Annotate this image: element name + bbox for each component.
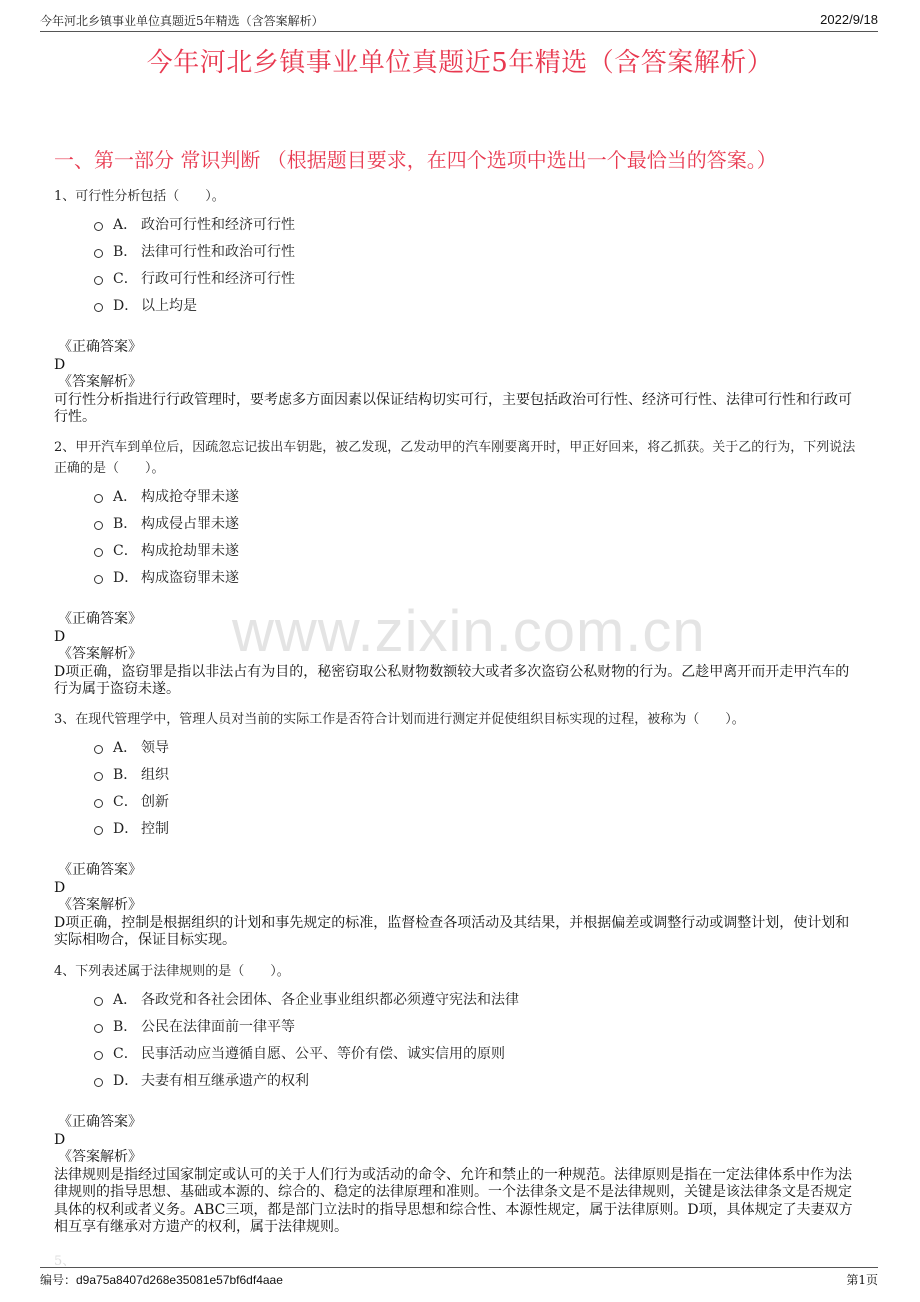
option-text: 各政党和各社会团体、各企业事业组织都必须遵守宪法和法律 [141,991,519,1008]
option-c[interactable] [54,787,862,814]
radio-icon[interactable] [94,1078,103,1087]
option-letter: B． [113,243,138,260]
header-divider [40,31,878,32]
answer-value: D [54,356,66,373]
option-text: 夫妻有相互继承遗产的权利 [141,1072,309,1089]
option-text: 构成盗窃罪未遂 [141,569,239,586]
analysis-text: 法律规则是指经过国家制定或认可的关于人们行为或活动的命令、允许和禁止的一种规范。法律原则是指在一定法律体系中作为法律规则的指导思想、基础或本源的、综合的、稳定的法律原理和准则。一个法律条文是不是法律规则，关键是该法律条文是否规定具体的权利或者义务。ABC三项，都是部门立法时的指导思想和综合性、本源性规定，属于法律原则。D项，具体规定了夫妻双方相互享有继承对方遗产的权利，属于法律规则。 [54,1166,853,1235]
answer-label: 《正确答案》 [58,339,142,355]
option-c[interactable] [54,1039,862,1066]
analysis-label: 《答案解析》 [58,897,142,913]
option-letter: A． [113,991,138,1008]
header-date: 2022/9/18 [820,12,878,27]
question-1 [54,186,862,427]
option-text: 政治可行性和经济可行性 [141,216,295,233]
option-letter: C． [113,270,138,287]
footer-doc-id: 编号：d9a75a8407d268e35081e57bf6df4aae [40,1273,283,1287]
option-letter: A． [113,488,138,505]
option-text: 法律可行性和政治可行性 [141,243,295,260]
radio-icon[interactable] [94,575,103,584]
option-b[interactable] [54,509,862,536]
header-doc-title: 今年河北乡镇事业单位真题近5年精选（含答案解析） [40,14,324,28]
radio-icon[interactable] [94,222,103,231]
analysis-text: 可行性分析指进行行政管理时，要考虑多方面因素以保证结构切实可行，主要包括政治可行性、经济可行性、法律可行性和行政可行性。 [54,391,852,425]
radio-icon[interactable] [94,1051,103,1060]
analysis-label: 《答案解析》 [58,1149,142,1165]
option-letter: C． [113,1045,138,1062]
option-text: 行政可行性和经济可行性 [141,270,295,287]
option-letter: C． [113,542,138,559]
question-stem: 2、甲开汽车到单位后，因疏忽忘记拔出车钥匙，被乙发现，乙发动甲的汽车刚要离开时，甲正好回来，将乙抓获。关于乙的行为，下列说法正确的是（ ）。 [54,440,856,476]
footer-divider [40,1267,878,1268]
option-a[interactable] [54,733,862,760]
analysis-label: 《答案解析》 [58,646,142,662]
option-text: 民事活动应当遵循自愿、公平、等价有偿、诚实信用的原则 [141,1045,505,1062]
radio-icon[interactable] [94,303,103,312]
option-letter: A． [113,216,138,233]
option-letter: B． [113,515,138,532]
analysis-label: 《答案解析》 [58,374,142,390]
radio-icon[interactable] [94,548,103,557]
page-title: 今年河北乡镇事业单位真题近5年精选（含答案解析） [146,48,774,78]
radio-icon[interactable] [94,772,103,781]
option-text: 组织 [141,766,169,783]
answer-label: 《正确答案》 [58,611,142,627]
option-letter: B． [113,766,138,783]
radio-icon[interactable] [94,826,103,835]
footer-page-number: 第1页 [846,1273,878,1287]
analysis-text: D项正确，盗窃罪是指以非法占有为目的，秘密窃取公私财物数额较大或者多次盗窃公私财物的行为。乙趁甲离开而开走甲汽车的行为属于盗窃未遂。 [54,663,850,697]
option-b[interactable] [54,237,862,264]
question-stem: 3、在现代管理学中，管理人员对当前的实际工作是否符合计划而进行测定并促使组织目标实现的过程，被称为（ ）。 [54,712,745,727]
option-text: 构成侵占罪未遂 [141,515,239,532]
truncated-next-question: 5、 [54,1254,76,1269]
option-text: 控制 [141,820,169,837]
radio-icon[interactable] [94,276,103,285]
option-c[interactable] [54,536,862,563]
section-heading: 一、第一部分 常识判断 （根据题目要求，在四个选项中选出一个最恰当的答案。） [54,148,777,172]
question-3 [54,709,862,950]
radio-icon[interactable] [94,494,103,503]
option-text: 领导 [141,739,169,756]
option-a[interactable] [54,482,862,509]
answer-label: 《正确答案》 [58,1114,142,1130]
option-b[interactable] [54,760,862,787]
radio-icon[interactable] [94,249,103,258]
radio-icon[interactable] [94,521,103,530]
option-b[interactable] [54,1012,862,1039]
option-letter: C． [113,793,138,810]
option-d[interactable] [54,814,862,841]
option-d[interactable] [54,1066,862,1093]
analysis-text: D项正确，控制是根据组织的计划和事先规定的标准，监督检查各项活动及其结果，并根据偏差或调整行动或调整计划，使计划和实际相吻合，保证目标实现。 [54,914,850,948]
option-c[interactable] [54,264,862,291]
option-d[interactable] [54,291,862,318]
radio-icon[interactable] [94,1024,103,1033]
option-a[interactable] [54,985,862,1012]
radio-icon[interactable] [94,799,103,808]
answer-value: D [54,628,66,645]
option-text: 公民在法律面前一律平等 [141,1018,295,1035]
question-stem: 4、下列表述属于法律规则的是（ ）。 [54,964,290,979]
option-letter: D． [113,820,139,837]
option-text: 构成抢劫罪未遂 [141,542,239,559]
radio-icon[interactable] [94,997,103,1006]
watermark: www.zixin.com.cn [232,599,706,664]
option-letter: D． [113,1072,139,1089]
option-a[interactable] [54,210,862,237]
radio-icon[interactable] [94,745,103,754]
option-letter: D． [113,297,139,314]
option-letter: A． [113,739,138,756]
answer-label: 《正确答案》 [58,862,142,878]
option-letter: B． [113,1018,138,1035]
option-letter: D． [113,569,139,586]
option-text: 创新 [141,793,169,810]
answer-value: D [54,1131,66,1148]
option-text: 构成抢夺罪未遂 [141,488,239,505]
option-text: 以上均是 [141,297,197,314]
question-stem: 1、可行性分析包括（ ）。 [54,189,225,204]
answer-value: D [54,879,66,896]
question-4 [54,961,862,1237]
option-d[interactable] [54,563,862,590]
